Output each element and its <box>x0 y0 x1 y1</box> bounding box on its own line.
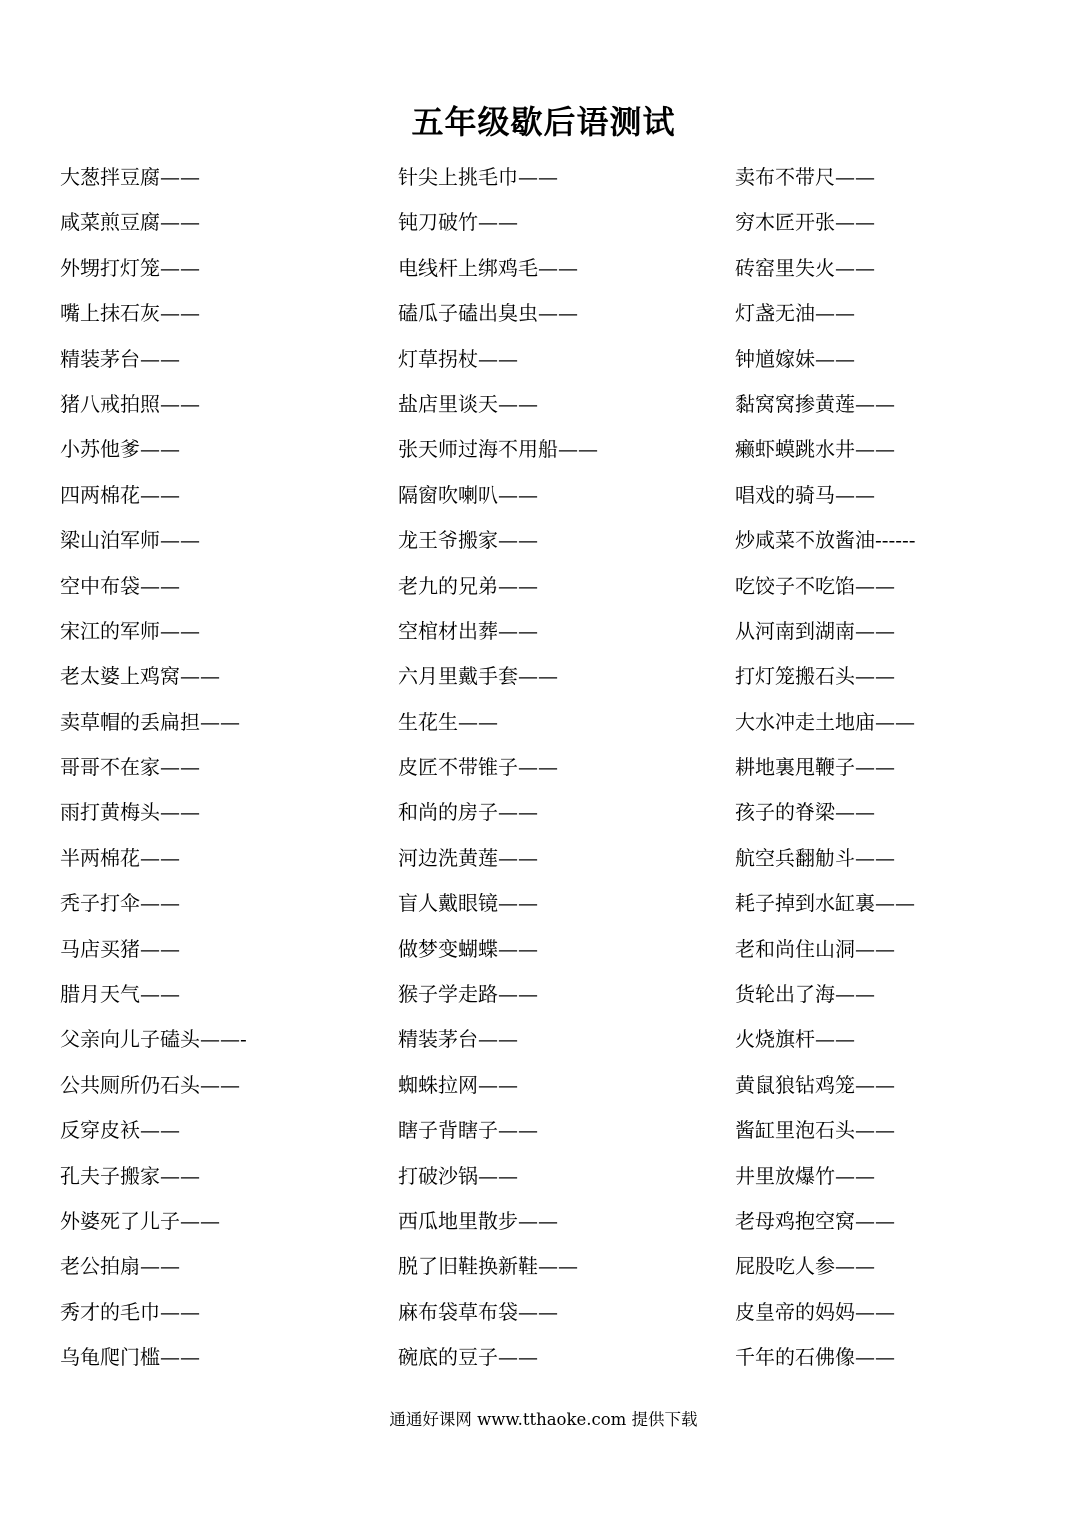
proverb-item: 穷木匠开张—— <box>735 210 875 235</box>
proverb-item: 嘴上抹石灰—— <box>60 301 200 326</box>
proverb-item: 西瓜地里散步—— <box>398 1208 558 1233</box>
proverb-item: 外甥打灯笼—— <box>60 255 200 280</box>
proverb-item: 公共厕所仍石头—— <box>60 1072 240 1097</box>
proverb-column-3 <box>735 155 1055 1381</box>
proverb-item: 黄鼠狼钻鸡笼—— <box>735 1072 895 1097</box>
proverb-item: 隔窗吹喇叭—— <box>398 482 538 507</box>
proverb-item: 哥哥不在家—— <box>60 755 200 780</box>
proverb-item: 龙王爷搬家—— <box>398 528 538 553</box>
proverb-item: 空棺材出葬—— <box>398 618 538 643</box>
proverb-item: 脱了旧鞋换新鞋—— <box>398 1254 578 1279</box>
proverb-item: 老公拍扇—— <box>60 1254 180 1279</box>
proverb-item: 小苏他爹—— <box>60 437 180 462</box>
proverb-item: 生花生—— <box>398 709 498 734</box>
proverb-item: 河边洗黄莲—— <box>398 845 538 870</box>
proverb-item: 精装茅台—— <box>60 346 180 371</box>
proverb-item: 钟馗嫁妹—— <box>735 346 855 371</box>
proverb-item: 宋江的军师—— <box>60 618 200 643</box>
proverb-item: 井里放爆竹—— <box>735 1163 875 1188</box>
proverb-item: 炒咸菜不放酱油------ <box>735 528 916 553</box>
proverb-item: 酱缸里泡石头—— <box>735 1118 895 1143</box>
proverb-item: 大水冲走土地庙—— <box>735 709 915 734</box>
proverb-item: 盲人戴眼镜—— <box>398 891 538 916</box>
proverb-item: 雨打黄梅头—— <box>60 800 200 825</box>
page-title: 五年级歇后语测试 <box>411 103 676 141</box>
proverb-item: 和尚的房子—— <box>398 800 538 825</box>
proverb-item: 唱戏的骑马—— <box>735 482 875 507</box>
proverb-item: 精装茅台—— <box>398 1027 518 1052</box>
proverb-column-2 <box>398 155 718 1381</box>
proverb-item: 父亲向儿子磕头——- <box>60 1027 247 1052</box>
proverb-item: 空中布袋—— <box>60 573 180 598</box>
proverb-item: 打灯笼搬石头—— <box>735 664 895 689</box>
proverb-item: 孩子的脊梁—— <box>735 800 875 825</box>
proverb-item: 四两棉花—— <box>60 482 180 507</box>
proverb-item: 砖窑里失火—— <box>735 255 875 280</box>
proverb-item: 磕瓜子磕出臭虫—— <box>398 301 578 326</box>
proverb-item: 电线杆上绑鸡毛—— <box>398 255 578 280</box>
proverb-item: 猪八戒拍照—— <box>60 391 200 416</box>
proverb-item: 屁股吃人参—— <box>735 1254 875 1279</box>
proverb-item: 耕地裏甩鞭子—— <box>735 755 895 780</box>
proverb-column-1 <box>60 155 380 1381</box>
proverb-item: 灯盏无油—— <box>735 301 855 326</box>
proverb-item: 孔夫子搬家—— <box>60 1163 200 1188</box>
proverb-item: 货轮出了海—— <box>735 982 875 1007</box>
proverb-item: 做梦变蝴蝶—— <box>398 936 538 961</box>
proverb-item: 千年的石佛像—— <box>735 1345 895 1370</box>
proverb-item: 老和尚住山洞—— <box>735 936 895 961</box>
proverb-item: 航空兵翻觔斗—— <box>735 845 895 870</box>
proverb-item: 瞎子背瞎子—— <box>398 1118 538 1143</box>
proverb-item: 灯草拐杖—— <box>398 346 518 371</box>
proverb-item: 从河南到湖南—— <box>735 618 895 643</box>
proverb-item: 黏窝窝掺黄莲—— <box>735 391 895 416</box>
proverb-item: 半两棉花—— <box>60 845 180 870</box>
proverb-item: 卖布不带尺—— <box>735 165 875 189</box>
proverb-item: 猴子学走路—— <box>398 982 538 1007</box>
proverb-item: 蜘蛛拉网—— <box>398 1072 518 1097</box>
proverb-item: 老母鸡抱空窝—— <box>735 1208 895 1233</box>
proverb-item: 皮皇帝的妈妈—— <box>735 1299 895 1324</box>
proverb-item: 乌龟爬门槛—— <box>60 1345 200 1370</box>
proverb-item: 火烧旗杆—— <box>735 1027 855 1052</box>
proverb-item: 马店买猪—— <box>60 936 180 961</box>
proverb-item: 盐店里谈天—— <box>398 391 538 416</box>
proverb-item: 梁山泊军师—— <box>60 528 200 553</box>
proverb-item: 六月里戴手套—— <box>398 664 558 689</box>
proverb-item: 耗子掉到水缸裏—— <box>735 891 915 916</box>
proverb-item: 张天师过海不用船—— <box>398 437 598 462</box>
proverb-item: 腊月天气—— <box>60 982 180 1007</box>
proverb-item: 大葱拌豆腐—— <box>60 165 200 189</box>
proverb-item: 老九的兄弟—— <box>398 573 538 598</box>
proverb-item: 秃子打伞—— <box>60 891 180 916</box>
proverb-item: 麻布袋草布袋—— <box>398 1299 558 1324</box>
proverb-item: 针尖上挑毛巾—— <box>398 165 558 189</box>
proverb-item: 皮匠不带锥子—— <box>398 755 558 780</box>
proverb-item: 卖草帽的丢扁担—— <box>60 709 240 734</box>
proverb-item: 钝刀破竹—— <box>398 210 518 235</box>
proverb-item: 打破沙锅—— <box>398 1163 518 1188</box>
proverb-item: 秀才的毛巾—— <box>60 1299 200 1324</box>
proverb-item: 碗底的豆子—— <box>398 1345 538 1370</box>
proverb-item: 癞虾蟆跳水井—— <box>735 437 895 462</box>
proverb-item: 反穿皮袄—— <box>60 1118 180 1143</box>
proverb-item: 吃饺子不吃馅—— <box>735 573 895 598</box>
footer-credit: 通通好课网 www.tthaoke.com 提供下载 <box>389 1410 698 1429</box>
proverb-item: 咸菜煎豆腐—— <box>60 210 200 235</box>
proverb-item: 外婆死了儿子—— <box>60 1208 220 1233</box>
proverb-item: 老太婆上鸡窝—— <box>60 664 220 689</box>
